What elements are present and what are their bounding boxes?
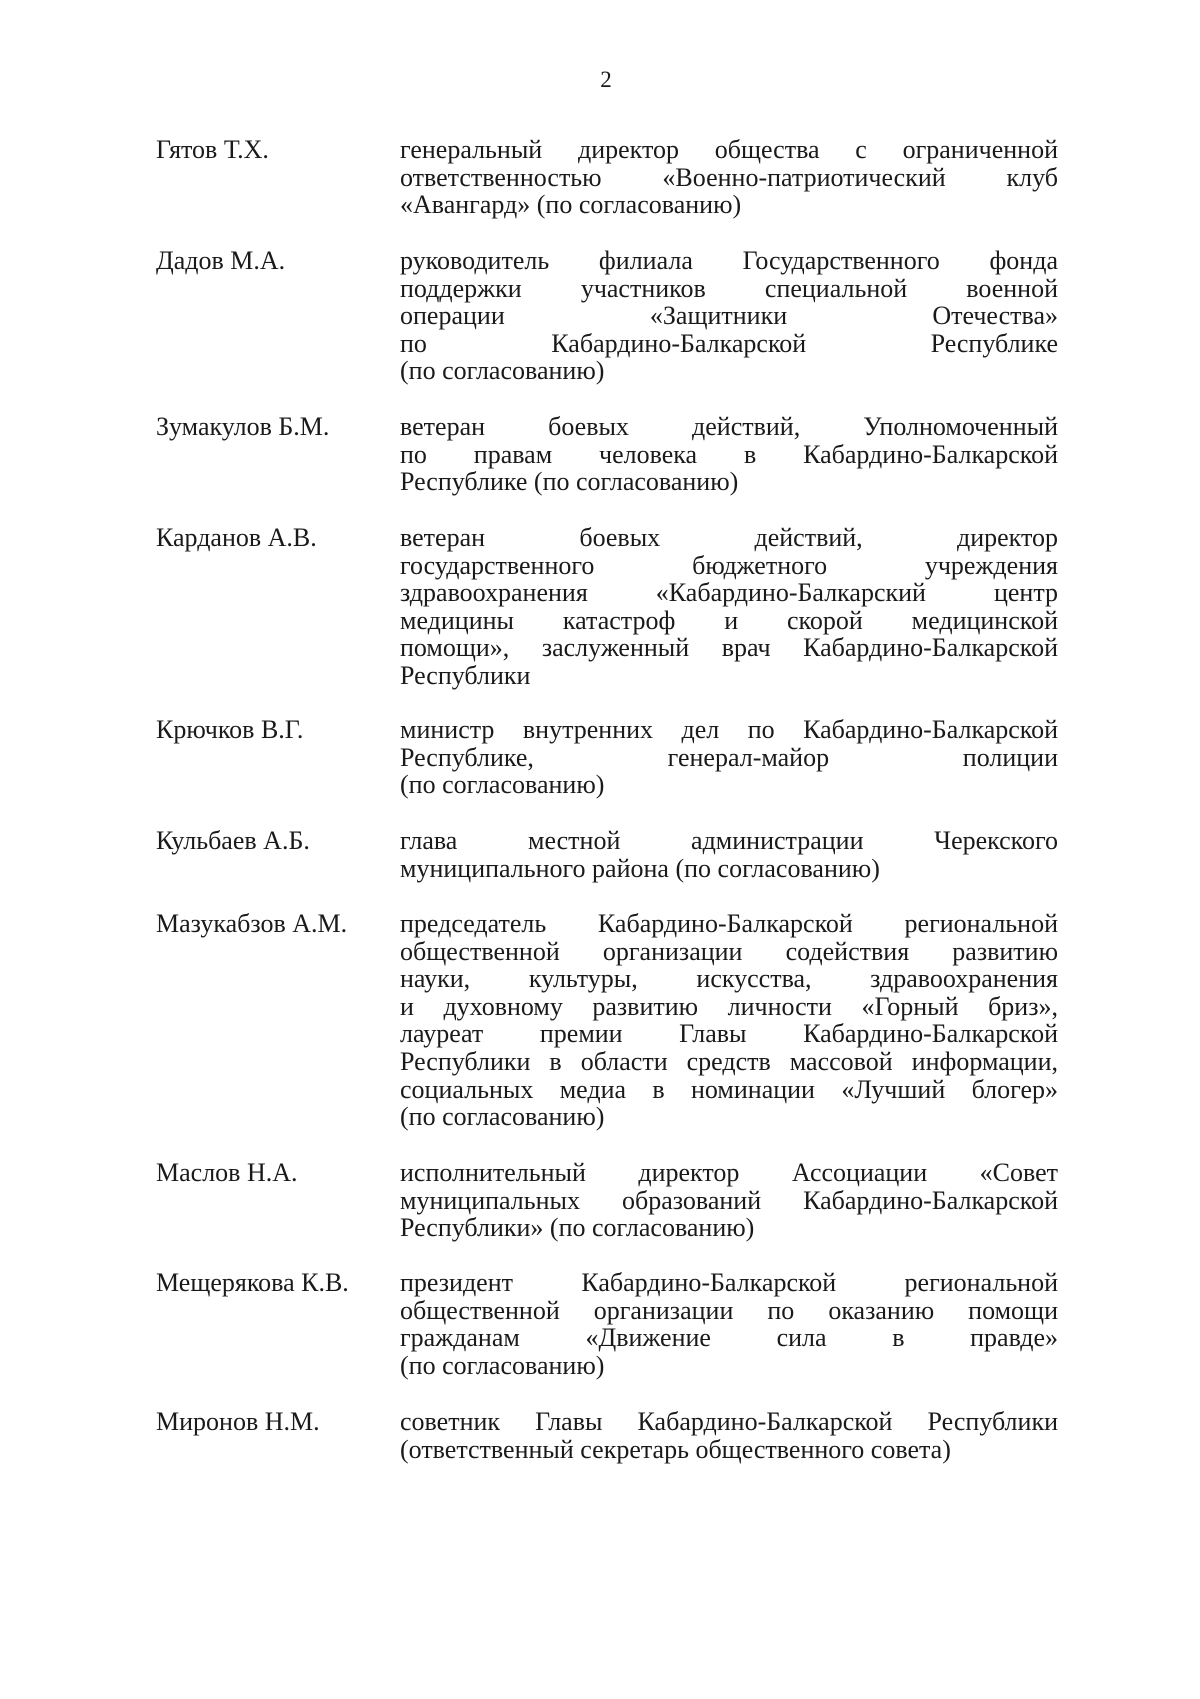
member-position — [400, 827, 1058, 882]
member-position-line: советник Главы Кабардино-Балкарской Республики — [400, 1407, 1058, 1436]
member-name: Кульбаев А.Б. — [156, 826, 310, 855]
member-position — [400, 1408, 1058, 1463]
member-position-line: государственного бюджетного учреждения — [400, 550, 1058, 580]
member-position — [400, 524, 1058, 690]
member-position-line: помощи», заслуженный врач Кабардино-Балкарской — [400, 633, 1058, 663]
member-position-line: министр внутренних дел по Кабардино-Балкарской — [400, 715, 1058, 744]
member-position-line: Республике (по согласованию) — [400, 467, 739, 497]
member-position-line: председатель Кабардино-Балкарской региональной — [400, 909, 1058, 938]
member-position-line: поддержки участников специальной военной — [400, 273, 1058, 303]
member-position-line: гражданам «Движение сила в правде» — [400, 1323, 1058, 1353]
member-position-line: руководитель филиала Государственного фонда — [400, 246, 1058, 275]
member-position-line: (по согласованию) — [400, 356, 605, 386]
member-position-line: (ответственный секретарь общественного совета) — [400, 1434, 951, 1464]
member-position-line: ветеран боевых действий, директор — [400, 523, 1058, 552]
member-name: Карданов А.В. — [156, 523, 317, 552]
member-position-line: Республики» (по согласованию) — [400, 1213, 755, 1243]
member-position-line: операции «Защитники Отечества» — [400, 301, 1058, 331]
member-position-line: здравоохранения «Кабардино-Балкарский центр — [400, 578, 1058, 608]
member-position-line: исполнительный директор Ассоциации «Совет — [400, 1158, 1058, 1187]
member-position-line: общественной организации по оказанию помощи — [400, 1295, 1058, 1325]
member-name: Дадов М.А. — [156, 246, 286, 275]
member-position-line: ответственностью «Военно-патриотический клуб — [400, 162, 1058, 192]
member-position — [400, 136, 1058, 219]
member-position — [400, 1159, 1058, 1242]
member-position-line: социальных медиа в номинации «Лучший блогер» — [400, 1074, 1058, 1104]
member-position-line: по правам человека в Кабардино-Балкарской — [400, 439, 1058, 469]
member-position-line: ветеран боевых действий, Уполномоченный — [400, 412, 1058, 441]
member-position — [400, 1269, 1058, 1379]
member-name: Крючков В.Г. — [156, 715, 304, 744]
member-position-line: общественной организации содействия развитию — [400, 936, 1058, 966]
member-name: Миронов Н.М. — [156, 1407, 320, 1436]
member-position — [400, 413, 1058, 496]
member-position-line: (по согласованию) — [400, 1102, 605, 1132]
member-position — [400, 910, 1058, 1131]
member-position-line: «Авангард» (по согласованию) — [400, 190, 742, 220]
member-name: Зумакулов Б.М. — [156, 412, 330, 441]
member-position-line: муниципальных образований Кабардино-Балкарской — [400, 1185, 1058, 1215]
member-position — [400, 716, 1058, 799]
member-position-line: и духовному развитию личности «Горный бриз», — [400, 991, 1058, 1021]
member-name: Гятов Т.Х. — [156, 135, 269, 164]
member-position-line: президент Кабардино-Балкарской региональной — [400, 1268, 1058, 1297]
member-position-line: генеральный директор общества с ограниченной — [400, 135, 1058, 164]
member-position-line: муниципального района (по согласованию) — [400, 853, 880, 883]
member-position-line: (по согласованию) — [400, 1350, 605, 1380]
member-position-line: лауреат премии Главы Кабардино-Балкарской — [400, 1019, 1058, 1049]
member-position-line: Республики — [400, 660, 531, 690]
member-position-line: по Кабардино-Балкарской Республике — [400, 328, 1058, 358]
member-name: Мещерякова К.В. — [156, 1268, 349, 1297]
member-position-line: науки, культуры, искусства, здравоохранения — [400, 964, 1058, 994]
page-number: 2 — [600, 67, 612, 92]
member-position-line: медицины катастроф и скорой медицинской — [400, 605, 1058, 635]
member-position-line: (по согласованию) — [400, 770, 605, 800]
member-position — [400, 247, 1058, 385]
member-name: Мазукабзов А.М. — [156, 909, 348, 938]
member-name: Маслов Н.А. — [156, 1158, 298, 1187]
member-position-line: глава местной администрации Черекского — [400, 826, 1058, 855]
member-position-line: Республике, генерал-майор полиции — [400, 742, 1058, 772]
member-position-line: Республики в области средств массовой информации, — [400, 1046, 1058, 1076]
